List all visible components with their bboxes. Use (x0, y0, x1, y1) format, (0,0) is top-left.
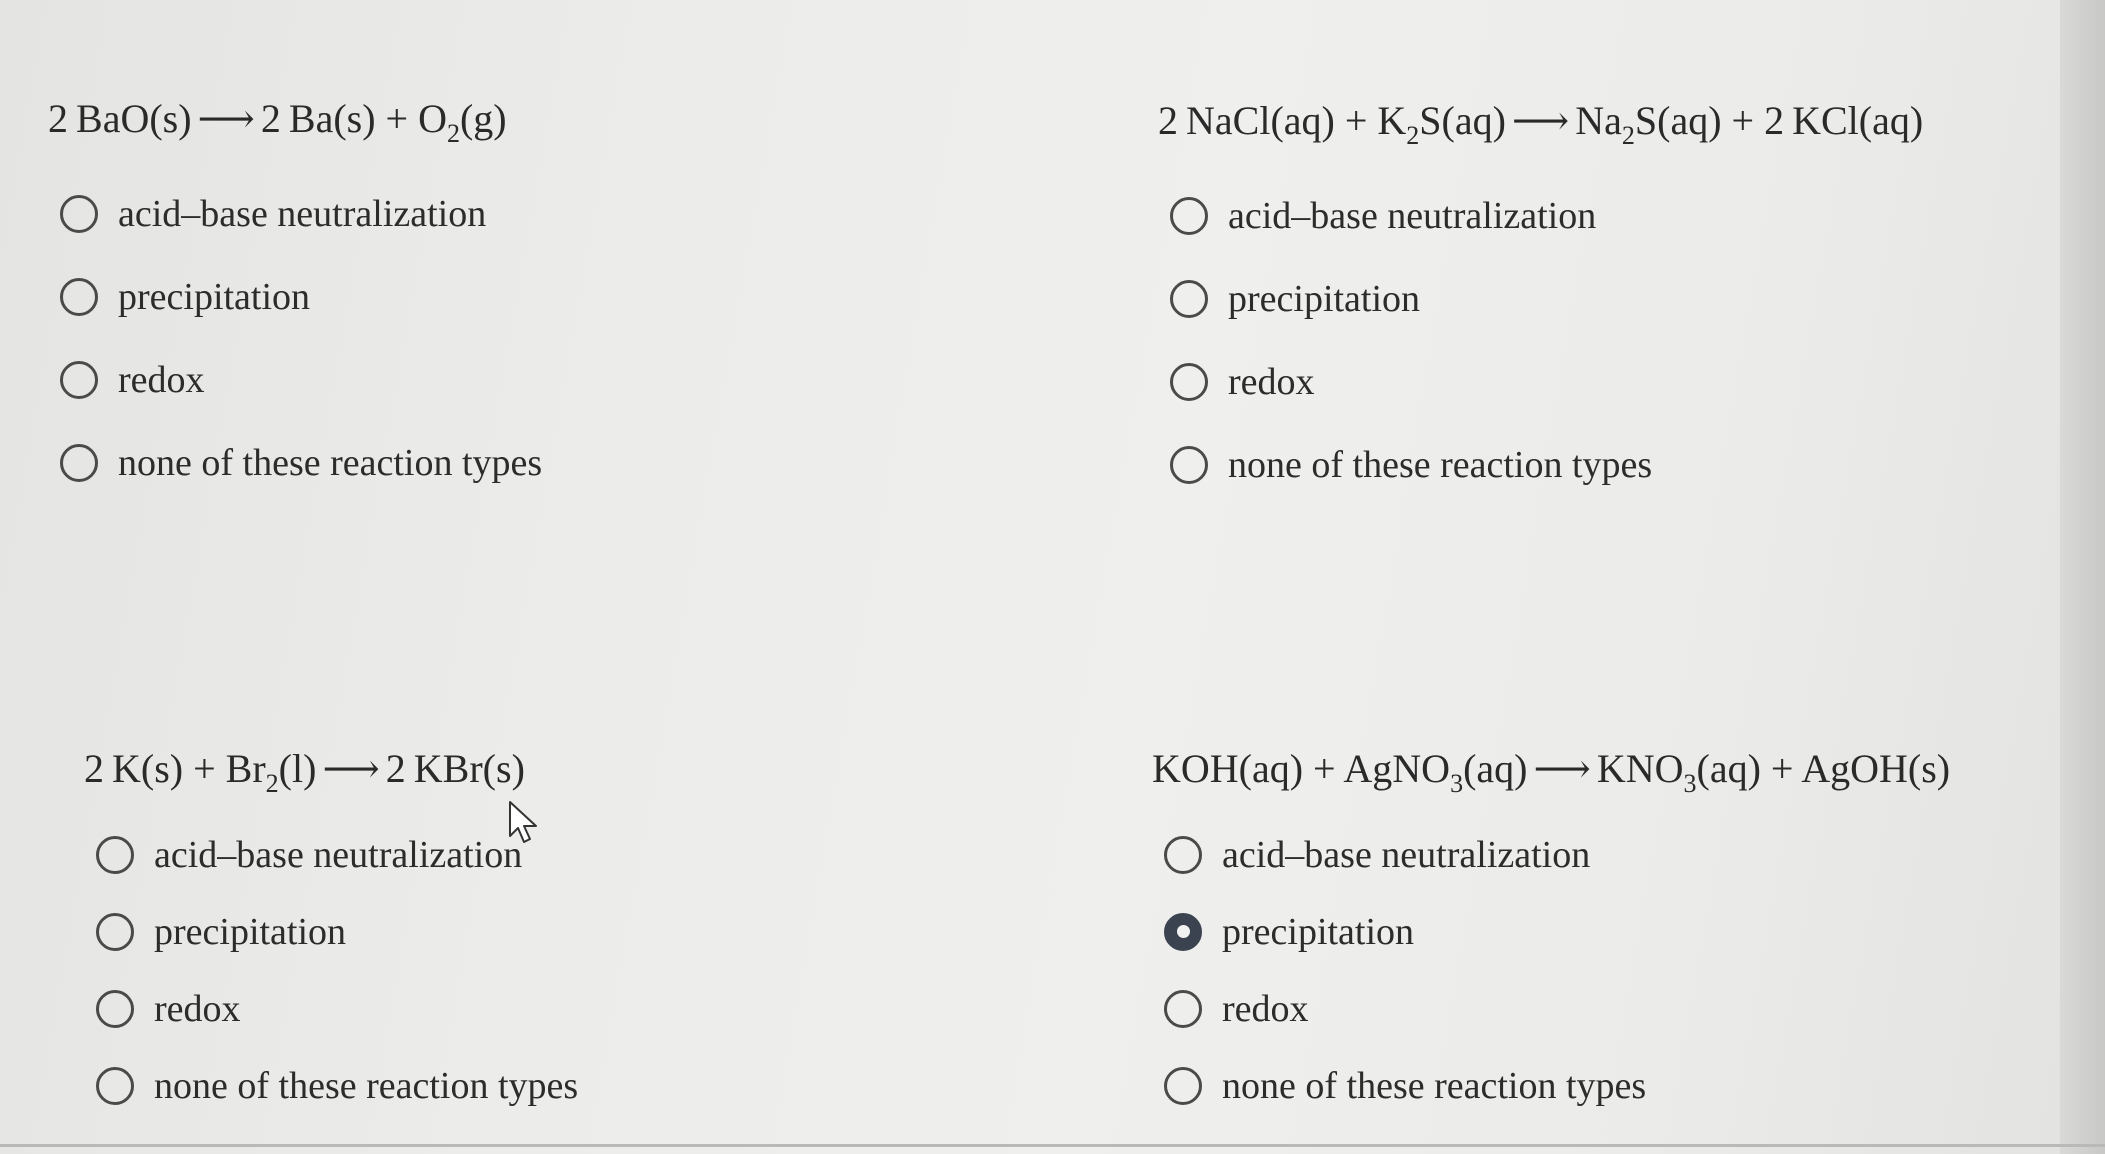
radio-button-icon[interactable] (60, 444, 98, 482)
option-label: precipitation (1228, 277, 1421, 320)
radio-button-icon[interactable] (96, 1067, 134, 1105)
options-3 (84, 816, 984, 1124)
q1-option-precipitation[interactable] (60, 255, 948, 338)
option-label: acid–base neutralization (1228, 194, 1597, 237)
option-label: acid–base neutralization (118, 192, 487, 235)
equation-3: 2 $K(s) + Br_2(l)$ ⟶ 2 KBr(s) (84, 746, 525, 798)
radio-button-icon[interactable] (1170, 197, 1208, 235)
radio-button-icon[interactable] (60, 195, 98, 233)
question-1 (48, 94, 948, 504)
q4-option-precipitation[interactable] (1164, 893, 2052, 970)
right-edge-shadow (2060, 0, 2105, 1154)
q2-option-acid-base[interactable] (1170, 174, 2058, 257)
q3-option-redox[interactable] (96, 970, 984, 1047)
radio-button-icon[interactable] (1170, 280, 1208, 318)
q4-option-none[interactable] (1164, 1047, 2052, 1124)
equation-1: 2 BaO(s) ⟶ 2 $Ba(s) + O_2(g)$ (48, 96, 507, 148)
option-label: precipitation (154, 910, 347, 953)
equation-2: 2 NaCl(aq) + $K_2S(aq)$ ⟶ $Na_2S(aq) + 2$ KCl(aq) (1158, 98, 1924, 150)
q2-option-none[interactable] (1170, 423, 2058, 506)
option-label: redox (154, 987, 241, 1030)
radio-button-icon[interactable] (1170, 446, 1208, 484)
option-label: acid–base neutralization (154, 833, 523, 876)
radio-button-icon[interactable] (96, 913, 134, 951)
radio-button-icon[interactable] (1164, 836, 1202, 874)
question-4 (1152, 744, 2052, 1124)
option-label: redox (118, 358, 205, 401)
q3-option-none[interactable] (96, 1047, 984, 1124)
radio-button-icon[interactable] (60, 278, 98, 316)
q2-option-redox[interactable] (1170, 340, 2058, 423)
option-label: none of these reaction types (154, 1064, 579, 1107)
options-1 (48, 172, 948, 504)
q3-option-precipitation[interactable] (96, 893, 984, 970)
option-label: precipitation (1222, 910, 1415, 953)
radio-button-icon[interactable] (60, 361, 98, 399)
radio-button-icon[interactable] (96, 836, 134, 874)
options-4 (1152, 816, 2052, 1124)
option-label: none of these reaction types (1222, 1064, 1647, 1107)
option-label: none of these reaction types (118, 441, 543, 484)
option-label: redox (1228, 360, 1315, 403)
options-2 (1158, 174, 2058, 506)
q4-option-acid-base[interactable] (1164, 816, 2052, 893)
q4-option-redox[interactable] (1164, 970, 2052, 1047)
radio-button-icon[interactable] (1164, 1067, 1202, 1105)
mouse-pointer-icon (508, 800, 542, 850)
option-label: precipitation (118, 275, 311, 318)
radio-button-icon[interactable] (1164, 990, 1202, 1028)
equation-4: KOH(aq) + AgNO$_3$(aq) ⟶ $KNO_3(aq)$ + AgOH(s) (1152, 746, 1951, 798)
question-2 (1158, 96, 2058, 506)
q1-option-redox[interactable] (60, 338, 948, 421)
option-label: none of these reaction types (1228, 443, 1653, 486)
q1-option-acid-base[interactable] (60, 172, 948, 255)
option-label: redox (1222, 987, 1309, 1030)
radio-button-checked-icon[interactable] (1164, 913, 1202, 951)
radio-button-icon[interactable] (1170, 363, 1208, 401)
q1-option-none[interactable] (60, 421, 948, 504)
option-label: acid–base neutralization (1222, 833, 1591, 876)
radio-button-icon[interactable] (96, 990, 134, 1028)
q2-option-precipitation[interactable] (1170, 257, 2058, 340)
bottom-divider (0, 1144, 2105, 1147)
